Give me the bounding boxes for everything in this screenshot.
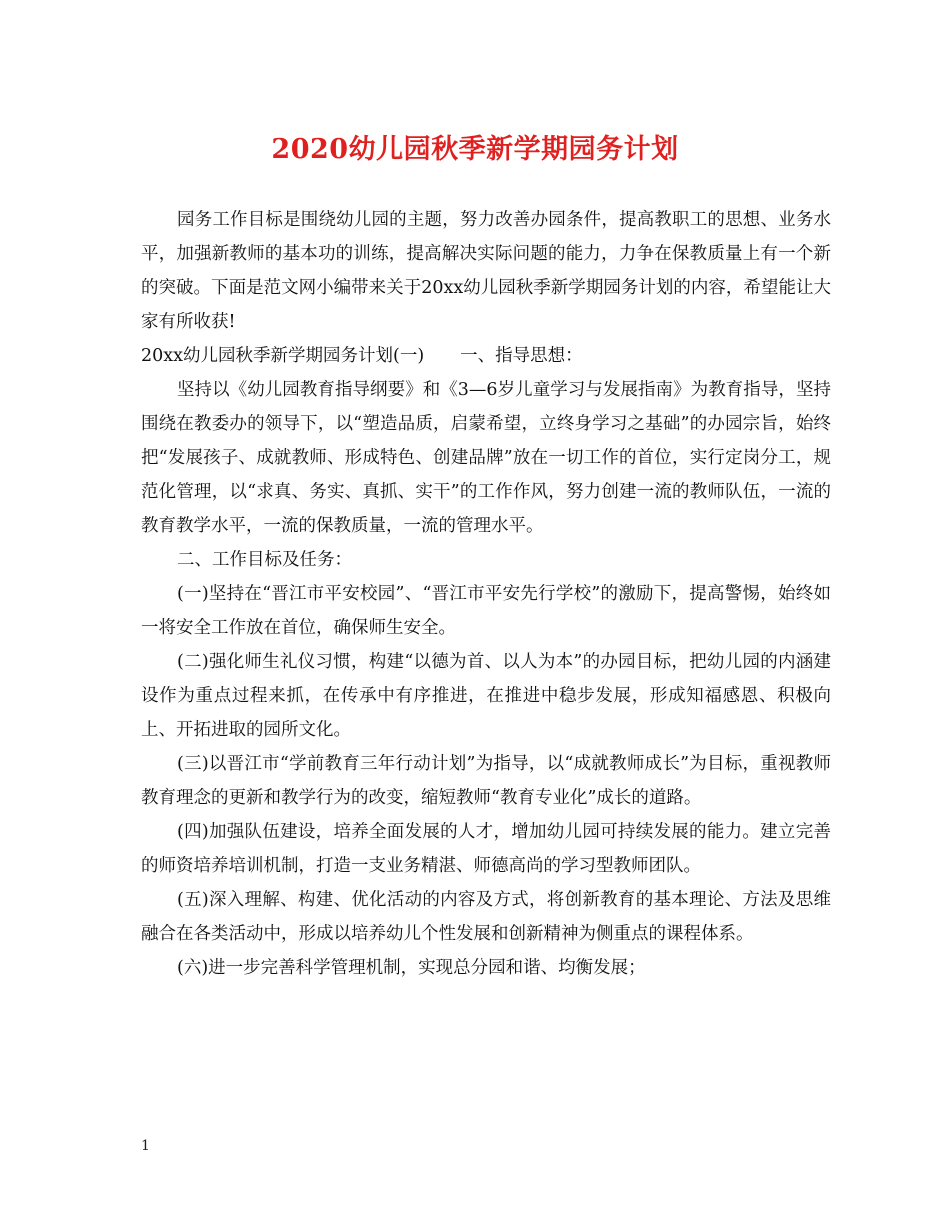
section1-body: 坚持以《幼儿园教育指导纲要》和《3—6岁儿童学习与发展指南》为教育指导，坚持围绕在教委办的领导下，以“塑造品质，启蒙希望，立终身学习之基础”的办园宗旨，始终把“发展孩子、成就教师、形成特色、创建品牌”放在一切工作的首位，实行定岗分工，规范化管理，以“求真、务实、真抓、实干”的工作作风，努力创建一流的教师队伍，一流的教育教学水平，一流的保教质量，一流的管理水平。	[141, 380, 831, 536]
document-body	[141, 203, 831, 985]
task-item-3: (三)以晋江市“学前教育三年行动计划”为指导，以“成就教师成长”为目标，重视教师教育理念的更新和教学行为的改变，缩短教师“教育专业化”成长的道路。	[141, 754, 831, 808]
section2-heading: 二、工作目标及任务：	[177, 550, 352, 570]
page-number: 1	[141, 1138, 150, 1154]
task-item-5: (五)深入理解、构建、优化活动的内容及方式，将创新教育的基本理论、方法及思维融合在各类活动中，形成以培养幼儿个性发展和创新精神为侧重点的课程体系。	[141, 890, 831, 944]
plan-heading-line	[141, 339, 831, 373]
document-title: 2020幼儿园秋季新学期园务计划	[271, 134, 679, 165]
task-item-1: (一)坚持在“晋江市平安校园”、“晋江市平安先行学校”的激励下，提高警惕，始终如一将安全工作放在首位，确保师生安全。	[141, 584, 831, 638]
intro-paragraph: 园务工作目标是围绕幼儿园的主题，努力改善办园条件，提高教职工的思想、业务水平，加强新教师的基本功的训练，提高解决实际问题的能力，力争在保教质量上有一个新的突破。下面是范文网小编带来关于20xx幼儿园秋季新学期园务计划的内容，希望能让大家有所收获!	[141, 210, 831, 332]
task-item-2: (二)强化师生礼仪习惯，构建“以德为首、以人为本”的办园目标，把幼儿园的内涵建设作为重点过程来抓，在传承中有序推进，在推进中稳步发展，形成知福感恩、积极向上、开拓进取的园所文化。	[141, 652, 831, 740]
plan-heading: 20xx幼儿园秋季新学期园务计划(一)	[141, 346, 425, 366]
section1-heading: 一、指导思想：	[460, 346, 583, 366]
task-item-6: (六)进一步完善科学管理机制，实现总分园和谐、均衡发展；	[177, 958, 646, 978]
task-item-4: (四)加强队伍建设，培养全面发展的人才，增加幼儿园可持续发展的能力。建立完善的师资培养培训机制，打造一支业务精湛、师德高尚的学习型教师团队。	[141, 822, 831, 876]
